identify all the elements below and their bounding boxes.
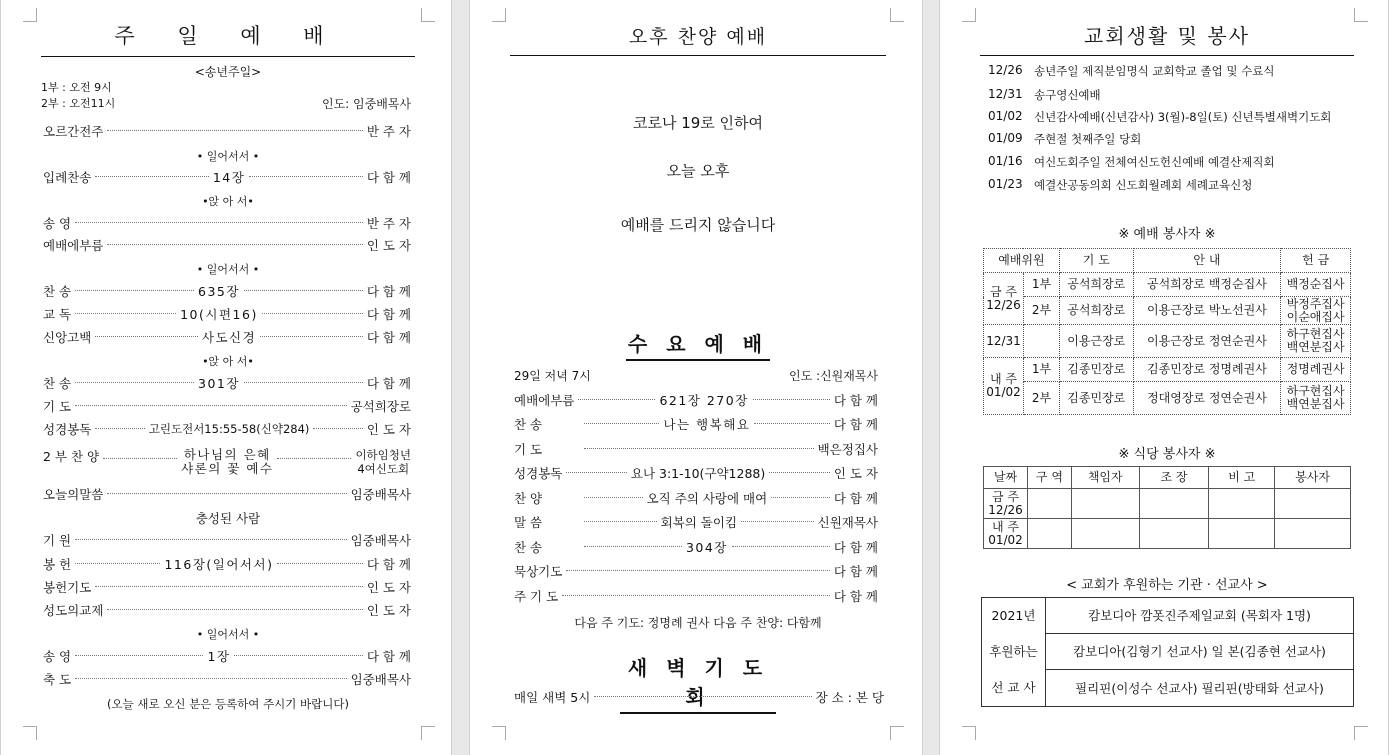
table-cell: 백연분집사 bbox=[1286, 397, 1345, 411]
order-person: 다 함 께 bbox=[366, 306, 411, 322]
order-label: 입례찬송 bbox=[43, 169, 92, 185]
order-item: 요나 3:1-10(구약1288) bbox=[630, 465, 766, 481]
order-person: 다 함 께 bbox=[366, 556, 411, 572]
next-week-note: 다음 주 기도: 정명례 권사 다음 주 찬양: 다함께 bbox=[574, 616, 822, 630]
table-cell: 하구현집사 bbox=[1286, 384, 1345, 398]
order-row bbox=[43, 670, 411, 687]
order-person: 다 함 께 bbox=[366, 283, 411, 299]
crop-mark bbox=[23, 8, 37, 22]
order-row bbox=[514, 513, 878, 530]
order-row bbox=[514, 562, 878, 579]
table-cell: 김종민장로 bbox=[1059, 358, 1133, 382]
order-row bbox=[43, 282, 411, 299]
order-row bbox=[43, 122, 411, 139]
order-person: 다 함 께 bbox=[833, 416, 878, 432]
order-item: 10(시편16) bbox=[180, 306, 258, 322]
order-label: 찬 양 bbox=[514, 490, 543, 506]
order-label: 기 도 bbox=[514, 441, 543, 457]
order-item: 14장 bbox=[212, 169, 246, 185]
mission-item: 캄보디아(김형기 선교사) 일 본(김종현 선교사) bbox=[1046, 634, 1354, 670]
row-group: 금 주 bbox=[989, 284, 1017, 299]
leader: 인도: 임중배목사 bbox=[321, 97, 411, 111]
table-cell: 이용근장로 정연순권사 bbox=[1133, 325, 1281, 358]
table-header: 비 고 bbox=[1209, 467, 1275, 489]
order-row bbox=[43, 236, 411, 253]
order-item: 304장 bbox=[685, 539, 728, 555]
event-text: 여신도회주일 전체여신도헌신예배 예결산제직회 bbox=[1034, 155, 1275, 169]
order-person: 신원재목사 bbox=[817, 514, 879, 530]
table-cell: 1부 bbox=[1023, 273, 1059, 297]
order-row bbox=[514, 415, 878, 432]
row-group-date: 12/26 bbox=[986, 297, 1021, 312]
order-item: 301장 bbox=[198, 375, 240, 391]
order-item: 635장 bbox=[198, 283, 240, 299]
stand-note: • 일어서서 • bbox=[196, 263, 260, 276]
mission-year: 2021년 bbox=[991, 608, 1036, 623]
table-cell: 01/02 bbox=[988, 532, 1023, 547]
order-row bbox=[43, 601, 411, 618]
order-item: 회복의 돌이킴 bbox=[660, 514, 738, 530]
order-row bbox=[514, 538, 878, 555]
crop-mark bbox=[421, 8, 435, 22]
order-person: 백은정집사 bbox=[817, 441, 878, 457]
table-header: 헌 금 bbox=[1281, 249, 1351, 273]
order-label: 봉헌기도 bbox=[43, 579, 92, 595]
order-person: 다 함 께 bbox=[366, 329, 411, 345]
page-church-life bbox=[939, 0, 1389, 755]
order-person: 반 주 자 bbox=[366, 123, 411, 139]
table-header: 예배위원 bbox=[984, 249, 1060, 273]
order-person: 다 함 께 bbox=[833, 539, 878, 555]
worship-servers-title: ※ 예배 봉사자 ※ bbox=[1118, 227, 1216, 242]
order-label: 축 도 bbox=[43, 671, 72, 687]
dawn-place: 장 소 : 본 당 bbox=[815, 689, 884, 705]
order-row bbox=[43, 397, 411, 414]
order-label: 예배에부름 bbox=[514, 392, 575, 408]
order-person: 다 함 께 bbox=[833, 392, 879, 408]
service-time-2: 2부 : 오전11시 bbox=[41, 97, 116, 110]
order-label: 예배에부름 bbox=[43, 237, 104, 253]
order-item: 621장 270장 bbox=[659, 392, 749, 408]
page-title: 주 일 예 배 bbox=[41, 20, 415, 57]
choir-song-2: 샤론의 꽃 예수 bbox=[181, 461, 274, 476]
notice-line-1: 코로나 19로 인하여 bbox=[632, 114, 764, 132]
order-label: 묵상기도 bbox=[514, 563, 563, 579]
crop-mark bbox=[1354, 726, 1368, 740]
stand-note: • 일어서서 • bbox=[196, 628, 260, 641]
page-title: 오후 찬양 예배 bbox=[510, 22, 886, 56]
order-label: 송 영 bbox=[43, 648, 72, 664]
order-row bbox=[43, 531, 411, 548]
order-person: 인 도 자 bbox=[366, 602, 411, 618]
crop-mark bbox=[492, 726, 506, 740]
table-header: 책임자 bbox=[1071, 467, 1139, 489]
page-title: 교회생활 및 봉사 bbox=[980, 20, 1354, 56]
choir-group-1: 이하임청년 bbox=[355, 448, 411, 462]
table-cell: 공석희장로 bbox=[1059, 297, 1133, 325]
event-text: 주현절 첫째주일 당회 bbox=[1034, 132, 1142, 146]
kitchen-servers-title: ※ 식당 봉사자 ※ bbox=[1118, 447, 1216, 462]
order-person: 임중배목사 bbox=[350, 671, 411, 687]
order-label: 오늘의말씀 bbox=[43, 486, 104, 502]
order-label: 성도의교제 bbox=[43, 602, 104, 618]
order-label: 성경봉독 bbox=[514, 465, 563, 481]
order-person: 임중배목사 bbox=[350, 532, 411, 548]
table-cell: 정명례권사 bbox=[1281, 358, 1351, 382]
mission-label: 후원하는 bbox=[989, 644, 1038, 659]
order-row bbox=[43, 374, 411, 391]
crop-mark bbox=[1354, 8, 1368, 22]
event-date: 01/02 bbox=[988, 109, 1023, 123]
wednesday-title: 수 요 예 배 bbox=[626, 328, 770, 361]
worship-servers-table bbox=[983, 248, 1351, 415]
order-item: 오직 주의 사랑에 매여 bbox=[646, 490, 768, 506]
sit-note: •앉 아 서• bbox=[202, 195, 254, 208]
crop-mark bbox=[492, 8, 506, 22]
order-row bbox=[514, 489, 878, 506]
order-label: 교 독 bbox=[43, 306, 72, 322]
crop-mark bbox=[962, 8, 976, 22]
order-label: 찬 송 bbox=[514, 539, 543, 555]
table-cell: 이용근장로 박노선권사 bbox=[1133, 297, 1281, 325]
table-cell: 백정순집사 bbox=[1281, 273, 1351, 297]
page-sunday-worship bbox=[0, 0, 452, 755]
crop-mark bbox=[890, 726, 904, 740]
table-cell: 하구현집사 bbox=[1286, 327, 1345, 341]
order-person: 인 도 자 bbox=[366, 579, 411, 595]
table-cell: 2부 bbox=[1023, 297, 1059, 325]
mission-label: 선 교 사 bbox=[991, 680, 1036, 695]
table-header: 기 도 bbox=[1059, 249, 1133, 273]
event-text: 신년감사예배(신년감사) 3(월)-8일(토) 신년특별새벽기도회 bbox=[1034, 110, 1332, 124]
table-cell: 2부 bbox=[1023, 382, 1059, 415]
event-text: 예결산공동의회 신도회월례회 세례교육신청 bbox=[1034, 178, 1253, 192]
order-label: 봉 헌 bbox=[43, 556, 72, 572]
kitchen-servers-table bbox=[983, 466, 1351, 549]
event-date: 12/31 bbox=[988, 87, 1023, 101]
mission-item: 캄보디아 깜폿진주제일교회 (목회자 1명) bbox=[1046, 598, 1354, 634]
order-row bbox=[43, 168, 411, 185]
order-row bbox=[43, 305, 411, 322]
wednesday-leader: 인도 :신원재목사 bbox=[788, 369, 878, 383]
order-person: 다 함 께 bbox=[366, 375, 411, 391]
order-person: 반 주 자 bbox=[366, 215, 411, 231]
crop-mark bbox=[890, 8, 904, 22]
dawn-time: 매일 새벽 5시 bbox=[514, 689, 591, 705]
order-item: 고린도전서15:55-58(신약284) bbox=[148, 421, 310, 436]
order-item: 116장(일어서서) bbox=[164, 556, 274, 572]
order-person: 다 함 께 bbox=[833, 563, 878, 579]
event-date: 01/16 bbox=[988, 154, 1023, 168]
mission-table bbox=[981, 597, 1354, 707]
order-label: 찬 송 bbox=[43, 375, 72, 391]
order-row bbox=[514, 587, 878, 604]
table-cell: 공석희장로 bbox=[1059, 273, 1133, 297]
sit-note: •앉 아 서• bbox=[202, 355, 254, 368]
order-label: 오르간전주 bbox=[43, 123, 104, 139]
event-date: 01/09 bbox=[988, 131, 1023, 145]
sermon-title: 충성된 사람 bbox=[195, 511, 261, 526]
order-label: 찬 송 bbox=[43, 283, 72, 299]
footer-note: (오늘 새로 오신 분은 등록하여 주시기 바랍니다) bbox=[107, 697, 349, 711]
table-header: 날짜 bbox=[984, 467, 1028, 489]
order-person: 인 도 자 bbox=[366, 421, 412, 437]
table-cell: 내 주 bbox=[991, 519, 1019, 534]
order-person: 다 함 께 bbox=[366, 169, 412, 185]
order-label: 송 영 bbox=[43, 215, 72, 231]
order-row bbox=[514, 440, 878, 457]
order-label: 신앙고백 bbox=[43, 329, 92, 345]
table-header: 구 역 bbox=[1027, 467, 1071, 489]
service-time-1: 1부 : 오전 9시 bbox=[41, 81, 112, 94]
choir-row bbox=[43, 447, 411, 477]
event-text: 송년주일 제직분임명식 교회학교 졸업 및 수료식 bbox=[1034, 64, 1275, 78]
order-person: 인 도 자 bbox=[833, 465, 878, 481]
crop-mark bbox=[421, 726, 435, 740]
notice-line-3: 예배를 드리지 않습니다 bbox=[620, 216, 776, 234]
table-header: 안 내 bbox=[1133, 249, 1281, 273]
dawn-prayer-row bbox=[514, 688, 884, 705]
order-row bbox=[43, 555, 411, 572]
table-cell: 정대영장로 정연순권사 bbox=[1133, 382, 1281, 415]
mission-item: 필리핀(이성수 선교사) 필리핀(방태화 선교사) bbox=[1046, 670, 1354, 707]
row-group: 12/31 bbox=[984, 325, 1024, 358]
order-person: 임중배목사 bbox=[350, 486, 411, 502]
choir-song-1: 하나님의 은혜 bbox=[183, 447, 271, 462]
stand-note: • 일어서서 • bbox=[196, 150, 260, 163]
table-cell: 김종민장로 bbox=[1059, 382, 1133, 415]
order-item: 1장 bbox=[207, 648, 231, 664]
table-cell: 1부 bbox=[1023, 358, 1059, 382]
table-cell: 이순애집사 bbox=[1286, 309, 1345, 324]
order-row bbox=[43, 214, 411, 231]
row-group: 내 주 bbox=[989, 372, 1017, 386]
subtitle: <송년주일> bbox=[194, 65, 262, 79]
table-cell: 이용근장로 bbox=[1059, 325, 1133, 358]
row-group-date: 01/02 bbox=[986, 385, 1021, 399]
order-person: 공석희장로 bbox=[350, 398, 411, 414]
order-person: 다 함 께 bbox=[833, 588, 878, 604]
event-date: 12/26 bbox=[988, 63, 1023, 77]
order-label: 2 부 찬 양 bbox=[43, 449, 100, 464]
crop-mark bbox=[962, 726, 976, 740]
order-person: 다 함 께 bbox=[833, 490, 879, 506]
order-label: 성경봉독 bbox=[43, 421, 92, 437]
order-label: 기 도 bbox=[43, 398, 72, 414]
order-label: 기 원 bbox=[43, 532, 72, 548]
order-row bbox=[43, 328, 411, 345]
order-row bbox=[43, 485, 411, 502]
order-row bbox=[43, 647, 411, 664]
crop-mark bbox=[23, 726, 37, 740]
order-item: 사도신경 bbox=[201, 329, 257, 345]
order-row bbox=[43, 578, 411, 595]
choir-group-2: 4여신도회 bbox=[357, 462, 410, 476]
dawn-prayer-title: 새 벽 기 도 회 bbox=[620, 652, 776, 714]
order-row bbox=[43, 420, 411, 437]
wednesday-time: 29일 저녁 7시 bbox=[514, 369, 591, 383]
event-text: 송구영신예배 bbox=[1034, 88, 1101, 102]
order-row bbox=[514, 391, 878, 408]
table-cell: 금 주 bbox=[991, 489, 1019, 504]
table-header: 봉사자 bbox=[1275, 467, 1351, 489]
table-cell: 김종민장로 정명례권사 bbox=[1133, 358, 1281, 382]
table-cell: 백연분집사 bbox=[1286, 340, 1345, 354]
table-header: 조 장 bbox=[1139, 467, 1209, 489]
mission-title: < 교회가 후원하는 기관 · 선교사 > bbox=[1066, 578, 1268, 593]
order-label: 찬 송 bbox=[514, 416, 543, 432]
table-cell: 공석희장로 백정순집사 bbox=[1133, 273, 1281, 297]
order-item: 나는 행복해요 bbox=[663, 416, 751, 432]
order-row bbox=[514, 464, 878, 481]
page-afternoon-worship bbox=[469, 0, 923, 755]
event-date: 01/23 bbox=[988, 177, 1023, 191]
table-cell: 박정주집사 bbox=[1286, 296, 1345, 311]
order-label: 주 기 도 bbox=[514, 588, 559, 604]
order-label: 말 씀 bbox=[514, 514, 543, 530]
order-person: 인 도 자 bbox=[366, 237, 411, 253]
notice-line-2: 오늘 오후 bbox=[666, 162, 730, 180]
order-person: 다 함 께 bbox=[366, 648, 411, 664]
table-cell: 12/26 bbox=[988, 502, 1023, 517]
